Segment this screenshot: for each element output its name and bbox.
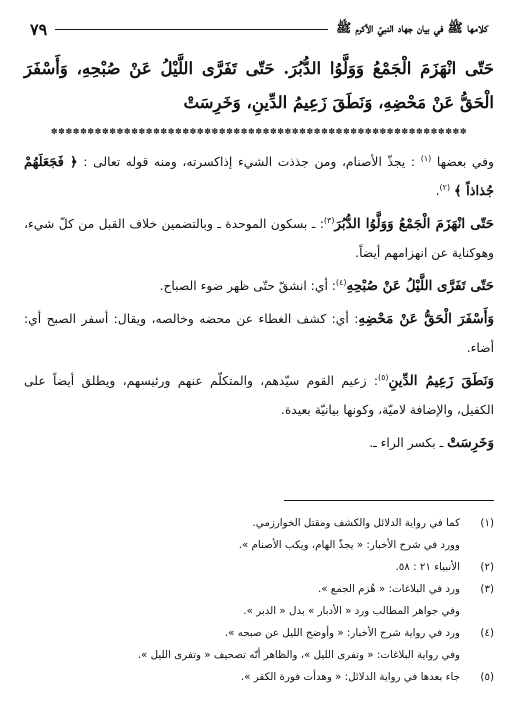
footnote-3 bbox=[20, 578, 494, 600]
paragraph-4 bbox=[24, 305, 494, 363]
footnote-text: ورد في البلاغات: « هُزم الجمع ». bbox=[317, 583, 460, 595]
footnote-2 bbox=[20, 556, 494, 578]
p6-text: ـ بكسر الراء ـ. bbox=[369, 436, 448, 450]
page-number: ٧٩ bbox=[30, 19, 48, 39]
quran-quote: ﴿ فَجَعَلَهُمْ جُذاذاً ﴾ bbox=[24, 155, 494, 199]
footnote-number: (٣) bbox=[480, 583, 494, 595]
footnote-5 bbox=[20, 666, 494, 688]
header-rule bbox=[55, 29, 328, 30]
term-2: حَتّى انْهَزَمَ الْجَمْعُ وَوَلَّوُا الدُّبُرَ bbox=[334, 216, 494, 232]
footnote-divider bbox=[284, 500, 494, 501]
footnote-ref-4[interactable]: (٤) bbox=[335, 277, 347, 287]
p2-text: : ـ بسكون الموحدة ـ وبالتضمين خلاف القبل من كلّ شيء، وهوكناية عن انهزامهم أيضاً. bbox=[24, 217, 494, 260]
footnote-continuation: وورد في شرح الأخبار: « يجذّ الهام، ويكب الأصنام ». bbox=[238, 539, 460, 551]
p4-text: : أي: كشف الغطاء عن محضه وخالصه، ويقال: أسفر الصبح أي: أضاء. bbox=[24, 312, 494, 355]
footnote-number: (٤) bbox=[480, 627, 494, 639]
term-5: وَنَطَقَ زَعِيمُ الدِّينِ bbox=[388, 373, 494, 389]
p1-text-2: : يجذّ الأصنام، ومن جذذت الشيء إذاكسرته، ومنه قوله تعالى : bbox=[83, 155, 416, 169]
p3-text: : أي: انشقّ حتّى ظهر ضوء الصباح. bbox=[159, 279, 336, 293]
footnote-number: (١) bbox=[480, 517, 494, 529]
footnote-text: الأنبياء ٢١ : ٥٨. bbox=[395, 561, 460, 573]
term-3: حَتّى تَفَرَّى اللَّيْلُ عَنْ صُبْحِهِ bbox=[346, 278, 494, 294]
paragraph-1 bbox=[24, 148, 494, 206]
footnote-number: (٢) bbox=[480, 561, 494, 573]
running-title: كلامها ﷺ في بيان جهاد النبيّ الأكرم ﷺ bbox=[336, 19, 488, 35]
paragraph-5 bbox=[24, 367, 494, 425]
footnote-text: كما في رواية الدلائل والكشف ومقتل الخوارزمي. bbox=[252, 517, 460, 529]
footnote-continuation: وفي جواهر المطالب ورد « الأدبار » بدل « الدبر ». bbox=[243, 605, 460, 617]
term-6: وَخَرِسَتْ bbox=[447, 435, 494, 451]
term-4: وَأَسْفَرَ الْحَقُّ عَنْ مَحْضِهِ bbox=[358, 311, 494, 327]
paragraph-2 bbox=[24, 210, 494, 268]
footnote-text: جاء بعدها في رواية الدلائل: « وهدأت فورة الكفر ». bbox=[240, 671, 460, 683]
footnote-ref-2[interactable]: (٢) bbox=[439, 182, 451, 192]
p1-end: . bbox=[435, 184, 440, 198]
p1-text: وفي بعضها bbox=[436, 155, 494, 169]
paragraph-6 bbox=[24, 429, 494, 458]
footnote-ref-1[interactable]: (١) bbox=[420, 153, 432, 163]
footnotes bbox=[20, 512, 494, 688]
footnote-1 bbox=[20, 512, 494, 534]
footnote-4 bbox=[20, 622, 494, 644]
p5-text: : زعيم القوم سيّدهم، والمتكلّم عنهم ورئيسهم، ويطلق أيضاً على الكفيل، والإضافة لاميّة، وكونها بيانيّة بعيدة. bbox=[24, 374, 494, 417]
sermon-excerpt: حَتّى انْهَزَمَ الْجَمْعُ وَوَلَّوُا الدُّبُرَ. حَتّى تَفَرَّى اللَّيْلُ عَنْ صُبْحِهِ، وَأَسْفَرَ الْحَقُّ عَنْ مَحْضِهِ، وَنَطَقَ زَعِيمُ الدِّينِ، وَخَرِسَتْ bbox=[24, 59, 494, 112]
footnote-ref-3[interactable]: (٣) bbox=[323, 215, 335, 225]
running-header bbox=[30, 16, 488, 42]
footnote-ref-5[interactable]: (٥) bbox=[377, 372, 389, 382]
footnote-continuation: وفي رواية البلاغات: « وتفرى الليل »، والظاهر أنّه تصحيف « وتفرى الليل ». bbox=[137, 649, 460, 661]
footnote-text: ورد في رواية شرح الأخبار: « وأوضح الليل عن صبحه ». bbox=[224, 627, 460, 639]
footnote-number: (٥) bbox=[480, 671, 494, 683]
section-separator: ✽✽✽✽✽✽✽✽✽✽✽✽✽✽✽✽✽✽✽✽✽✽✽✽✽✽✽✽✽✽✽✽✽✽✽✽✽✽✽✽✽✽✽✽✽✽✽✽✽✽✽✽✽✽✽✽✽ bbox=[50, 127, 468, 136]
commentary-body bbox=[24, 148, 494, 462]
paragraph-3 bbox=[24, 272, 494, 301]
